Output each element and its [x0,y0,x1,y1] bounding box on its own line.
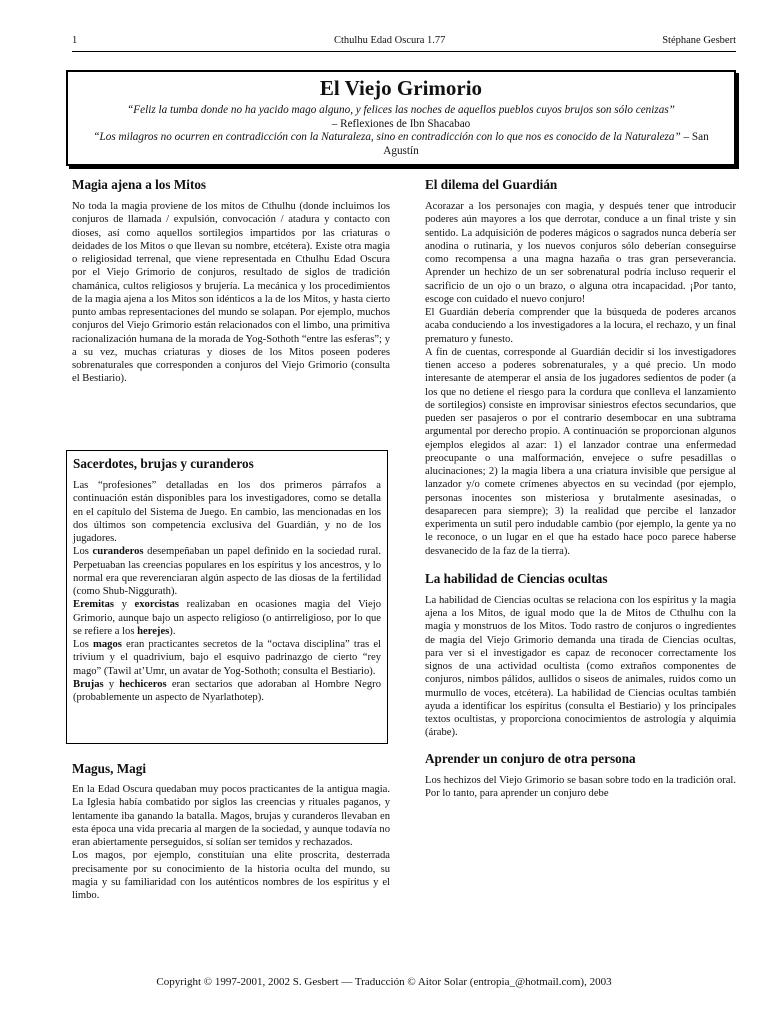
document-title: El Viejo Grimorio [319,76,483,100]
text-run: ). [169,625,176,637]
box-heading: Sacerdotes, brujas y curanderos [73,456,254,471]
page-footer: Copyright © 1997-2001, 2002 S. Gesbert — Traducción © Aitor Solar (entropia_@hotmail.com), 2003 [156,976,612,988]
page-header [72,35,736,52]
right-column [425,176,736,800]
text-run: Los [73,546,93,558]
running-title: Cthulhu Edad Oscura 1.77 [334,35,446,46]
page-number: 1 [72,35,78,46]
text-run: y [114,599,135,611]
box-paragraph-1: Las “profesiones” detalladas en los dos primeros párrafos a continuación están disponibles para los investigadores, como se detalla en el capítulo del Sistema de Juego. En cambio, las mencionadas en los dos últimos son competencia exclusiva del Guardián, y no de los jugadores. [73,480,381,544]
bold-term: magos [93,639,122,650]
section-heading-magia-ajena: Magia ajena a los Mitos [72,177,207,192]
text-run: desempeñaban un papel definido en la sociedad rural. Perpetuaban las creencias populares en los espíritus y los ancestros, y lo normal era que reverenciaran algún aspecto de las diosas de la fertilidad (como Shub-Niggurath). [73,546,381,597]
section-heading-aprender-conjuro: Aprender un conjuro de otra persona [425,750,636,766]
sidebar-box-sacerdotes [66,450,388,744]
paragraph-aprender-conjuro: Los hechizos del Viejo Grimorio se basan sobre todo en la tradición oral. Por lo tanto, para aprender un conjuro debe [425,774,736,799]
epigraph-2 [84,131,718,158]
epigraph-2-source: – San Agustín [383,131,709,157]
text-run: Los [73,639,94,650]
box-paragraph-eremitas [73,598,381,638]
section-heading-ciencias-ocultas: La habilidad de Ciencias ocultas [425,570,608,586]
paragraph-dilema-3: A fin de cuentas, corresponde al Guardián decidir si los investigadores tienen acceso a poderes sobrenaturales, y a qué precio. Un modo interesante de atemperar el ansia de los jugadores sedientos de poder (a los que no detiene el riesgo para la cordura que conlleva el lanzamiento de sortilegios) consiste en improvisar siniestros efectos secundarios, que pueden ser pasajeros o por el contrario desembocar en una subtrama argumental por derecho propio. A continuación se proporcionan algunos ejemplos elegidos al azar: 1) el lanzador contrae una enfermedad preocupante o una malformación, envejece o sufre pesadillas o alucinaciones; 2) la magia libera a una criatura invisible que persigue al lanzador y/o comete crímenes abyectos en su vecindad (por ejemplo, personas inocentes son misteriosa y brutalmente asesinadas, o desaparecen para siempre); 3) la realidad que percibe el lanzador experimenta un sutil pero indudable cambio (por ejemplo, la gente ya no le reconoce, o un lugar en el que ha estado hace poco parece haberse desvanecido de la faz de la tierra). [425,346,736,557]
epigraph-1-source: – Reflexiones de Ibn Shacabao [331,117,471,130]
paragraph-magia-ajena: No toda la magia proviene de los mitos de Cthulhu (donde incluimos los conjuros de llamada / expulsión, convocación / atadura y contacto con dioses, así como aquellos sortilegios impartidos por las criaturas o deidades de los Mitos o que llevan su nombre, etcétera). Existe otra magia o religiosidad terrenal, que viene representada en Cthulhu Edad Oscura por el Viejo Grimorio de conjuros, resultado de siglos de tradición chamánica, cultos religiosos y brujería. La mecánica y los procedimientos de la magia ajena a los Mitos son idénticos a la de los Mitos, y hasta cierto punto ambas representaciones del mundo se solapan. Por ejemplo, muchos conjuros del Viejo Grimorio están relacionados con el limbo, una primitiva racionalización humana de la morada de Yog-Sothoth “entre las esferas”; y a su vez, muchas criaturas y dioses de los Mitos poseen poderes sobrenaturales que corresponden a conjuros del Viejo Grimorio (consulta el Bestiario). [72,201,390,385]
paragraph-ciencias-ocultas: La habilidad de Ciencias ocultas se relaciona con los espíritus y la magia ajena a los Mitos, de igual modo que la de Mitos de Cthulhu con la magia y monstruos de los Mitos. Todo rastro de conjuros o ingredientes de magia del Viejo Grimorio demanda una tirada de Ciencias ocultas, para ver si el investigador es capaz de reconocer correctamente los signos de una actividad ocultista (como extraños componentes de conjuros, nimbos pálidos, aullidos o siseos de animales, ruidos como un murmullo de voces, etcétera). La habilidad de Ciencias ocultas también ayuda a identificar los espíritus (consulta el Bestiario) y los principales textos ocultistas, y proporciona conocimientos de astrología y alquimia (árabe). [425,594,736,739]
epigraph-1 [84,104,718,131]
left-column-lower [72,760,390,902]
box-paragraph-brujas [73,678,381,705]
box-paragraph-curanderos [73,545,381,598]
paragraph-dilema-1: Acorazar a los personajes con magia, y después tener que introducir poderes aún mayores a los que derrotar, conduce a un final triste y sin sentido. La adquisición de poderes mágicos o sagrados nunca debería ser anodina o rutinaria, y los nuevos conjuros sólo deberían conseguirse como recompensa a una magna hazaña o tras gran perseverancia. Aprender un hechizo de un ser sobrenatural podría incluso requerir el sacrificio de un ojo o un brazo, o alguna otra incapacidad. ¡Por tanto, escoge con cuidado el nuevo conjuro! [425,201,736,305]
running-author: Stéphane Gesbert [662,35,736,46]
bold-term: herejes [137,625,170,637]
paragraph-dilema-2: El Guardián debería comprender que la búsqueda de poderes arcanos acaba conduciendo a los investigadores a la locura, el rechazo, y un final prematuro y funesto. [425,307,736,345]
epigraph-2-text: “Los milagros no ocurren en contradicción con la Naturaleza, sino en contradicción con lo que nos es conocido de la Naturaleza” [93,131,681,144]
left-column [72,176,390,386]
epigraph-1-text: “Feliz la tumba donde no ha yacido mago alguno, y felices las noches de aquellos pueblos cuyos brujos son sólo cenizas” [127,104,675,116]
paragraph-magus-2: Los magos, por ejemplo, constituían una elite proscrita, desterrada precisamente por su conocimiento de la historia oculta del mundo, su magia y su familiaridad con los auténticos nombres de los espíritus y el limbo. [72,850,390,901]
bold-term: hechiceros [119,678,167,690]
bold-term: curanderos [92,546,144,558]
text-run: realizaban en ocasiones magia del Viejo Grimorio, aunque bajo un aspecto religioso (o antirreligioso, por lo que se refiere a los [73,599,381,637]
text-run: y [103,678,120,690]
section-heading-magus: Magus, Magi [72,761,146,776]
section-heading-dilema: El dilema del Guardián [425,177,558,192]
bold-term: exorcistas [134,599,180,611]
box-paragraph-magos [73,638,381,678]
text-run: eran sectarios que adoraban al Hombre Negro (probablemente un aspecto de Nyarlathotep). [73,678,382,703]
bold-term: Brujas [73,678,104,690]
title-box [66,70,736,166]
paragraph-magus-1: En la Edad Oscura quedaban muy pocos practicantes de la antigua magia. La Iglesia había combatido por siglos las creencias y rituales paganos, y lentamente iba ganando la batalla. Magos, brujas y curanderos llevaban en esta época una vida precaria al margen de la sociedad, y aunque todavía no eran abiertamente perseguidos, sí solían ser temidos y rechazados. [72,784,390,848]
text-run: eran practicantes secretos de la “octava disciplina” tras el trivium y el quadrivium, bajo el esquivo padrinazgo de cierto “rey mago” (Tawil at’Umr, un avatar de Yog-Sothoth; consulta el Bestiario). [73,639,381,677]
bold-term: Eremitas [73,599,114,611]
